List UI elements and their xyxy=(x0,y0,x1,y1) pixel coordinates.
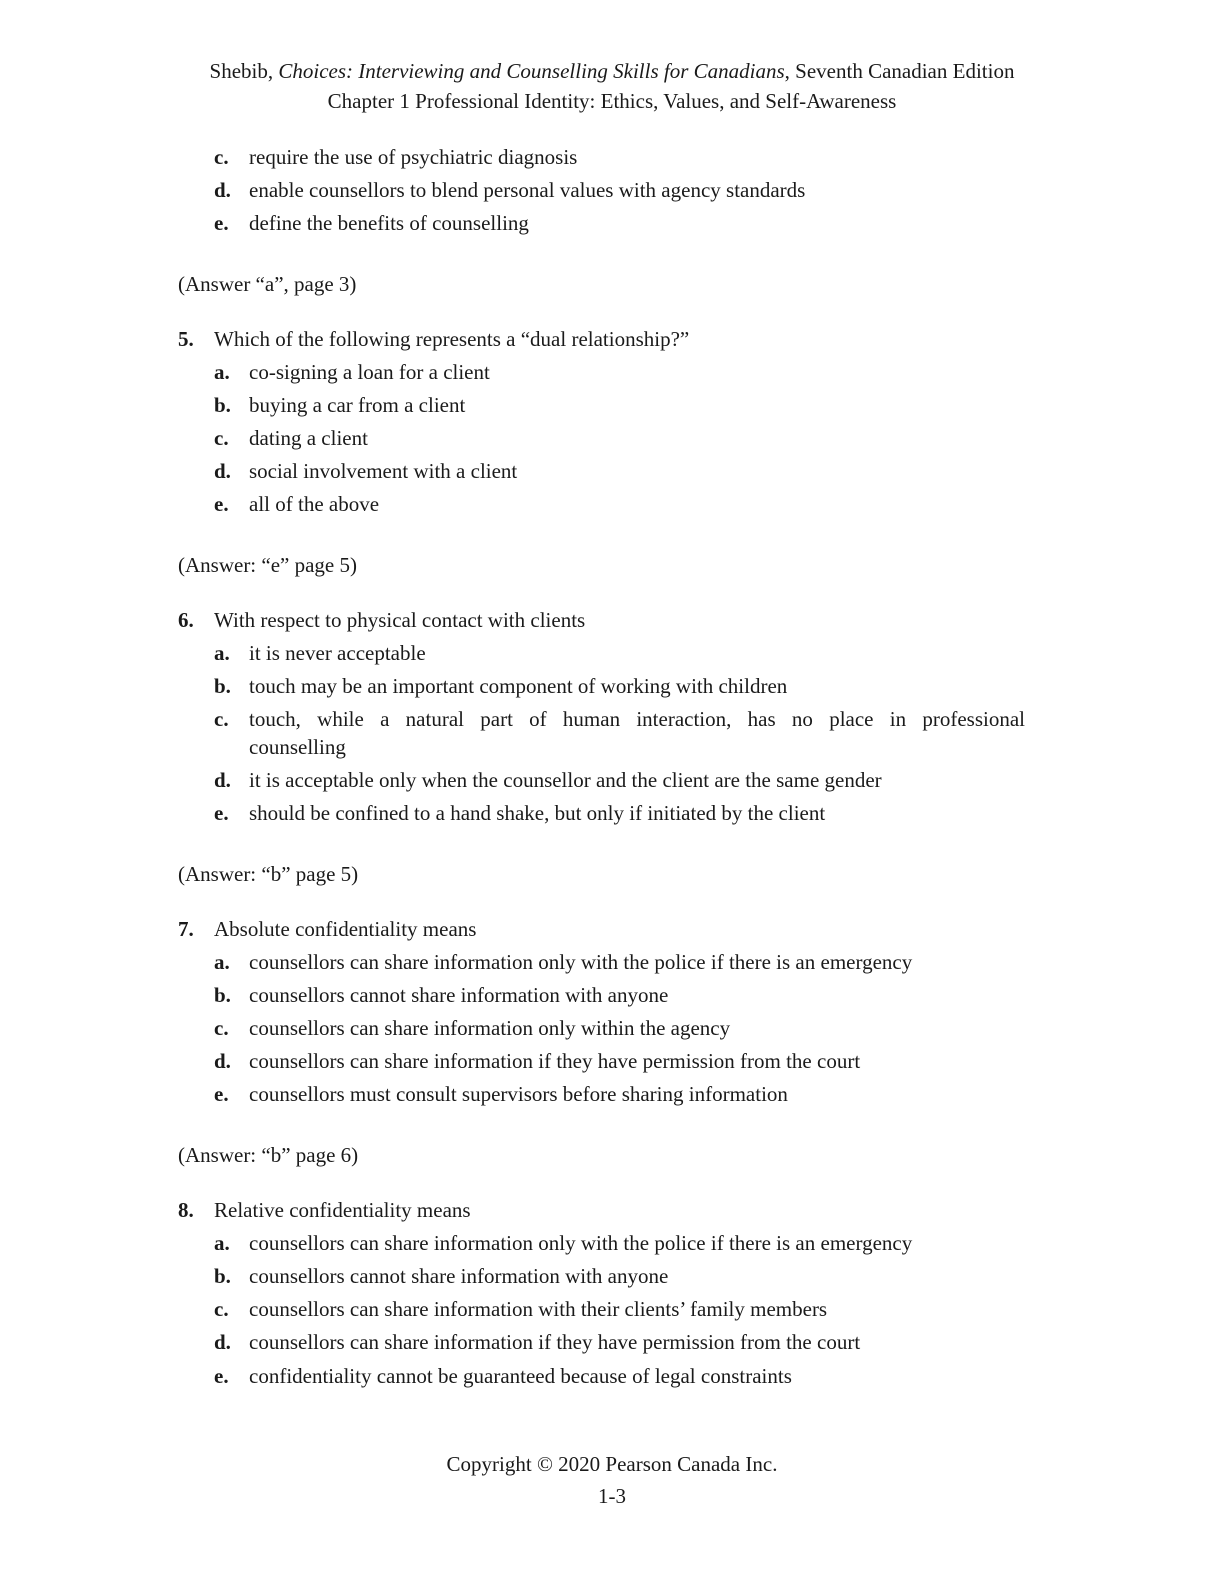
option-letter: b. xyxy=(214,983,231,1007)
page-number: 1-3 xyxy=(598,1484,626,1508)
option-letter: e. xyxy=(214,801,229,825)
option-letter: a. xyxy=(214,360,230,384)
option-letter: d. xyxy=(214,178,231,202)
option-letter: e. xyxy=(214,211,229,235)
option-letter: d. xyxy=(214,1049,231,1073)
option-letter: c. xyxy=(214,707,229,731)
question-text: Relative confidentiality means xyxy=(214,1198,471,1222)
option-text: it is never acceptable xyxy=(249,641,426,665)
running-header-title xyxy=(0,59,1224,84)
option-text: counsellors cannot share information with anyone xyxy=(249,983,669,1007)
option-text: define the benefits of counselling xyxy=(249,211,529,235)
answer-line: (Answer: “e” page 5) xyxy=(178,553,357,577)
option-letter: c. xyxy=(214,145,229,169)
option-text: touch may be an important component of working with children xyxy=(249,674,788,698)
question-number: 5. xyxy=(178,327,194,351)
header-author: Shebib, xyxy=(209,59,279,83)
option-text: it is acceptable only when the counsellor and the client are the same gender xyxy=(249,768,882,792)
option-letter: a. xyxy=(214,950,230,974)
option-letter: e. xyxy=(214,492,229,516)
question-number: 7. xyxy=(178,917,194,941)
option-letter: c. xyxy=(214,1297,229,1321)
header-chapter: Chapter 1 Professional Identity: Ethics, Values, and Self-Awareness xyxy=(327,89,897,113)
answer-line: (Answer: “b” page 6) xyxy=(178,1143,359,1167)
option-letter: a. xyxy=(214,641,230,665)
option-text: counsellors can share information only with the police if there is an emergency xyxy=(249,1231,913,1255)
option-text: require the use of psychiatric diagnosis xyxy=(249,145,578,169)
option-letter: c. xyxy=(214,426,229,450)
footer-copyright: Copyright © 2020 Pearson Canada Inc. xyxy=(446,1452,778,1476)
option-text: should be confined to a hand shake, but only if initiated by the client xyxy=(249,801,826,825)
option-text: social involvement with a client xyxy=(249,459,518,483)
option-text: co-signing a loan for a client xyxy=(249,360,490,384)
option-letter: b. xyxy=(214,1264,231,1288)
option-letter: d. xyxy=(214,1330,231,1354)
option-text: counsellors can share information only with the police if there is an emergency xyxy=(249,950,913,974)
header-book-title: Choices: Interviewing and Counselling Skills for Canadians xyxy=(278,59,785,83)
option-text: counsellors can share information only within the agency xyxy=(249,1016,731,1040)
option-text: enable counsellors to blend personal values with agency standards xyxy=(249,178,806,202)
question-number: 8. xyxy=(178,1198,194,1222)
option-letter: c. xyxy=(214,1016,229,1040)
option-text: counsellors cannot share information with anyone xyxy=(249,1264,669,1288)
question-text: Which of the following represents a “dual relationship?” xyxy=(214,327,690,351)
option-text: all of the above xyxy=(249,492,380,516)
option-text: buying a car from a client xyxy=(249,393,466,417)
option-text: counsellors can share information if they have permission from the court xyxy=(249,1330,861,1354)
question-text: With respect to physical contact with clients xyxy=(214,608,586,632)
option-text: touch, while a natural part of human interaction, has no place in professional xyxy=(249,707,1025,731)
option-letter: b. xyxy=(214,393,231,417)
answer-line: (Answer: “b” page 5) xyxy=(178,862,359,886)
option-letter: e. xyxy=(214,1082,229,1106)
option-letter: e. xyxy=(214,1364,229,1388)
option-text-continuation: counselling xyxy=(249,735,346,759)
option-letter: b. xyxy=(214,674,231,698)
option-letter: d. xyxy=(214,768,231,792)
option-letter: d. xyxy=(214,459,231,483)
option-text: counsellors must consult supervisors before sharing information xyxy=(249,1082,788,1106)
answer-line: (Answer “a”, page 3) xyxy=(178,272,357,296)
option-text: dating a client xyxy=(249,426,368,450)
header-edition: , Seventh Canadian Edition xyxy=(784,59,1015,83)
option-letter: a. xyxy=(214,1231,230,1255)
option-text: confidentiality cannot be guaranteed because of legal constraints xyxy=(249,1364,792,1388)
option-text: counsellors can share information with their clients’ family members xyxy=(249,1297,828,1321)
question-text: Absolute confidentiality means xyxy=(214,917,477,941)
question-number: 6. xyxy=(178,608,194,632)
option-text: counsellors can share information if they have permission from the court xyxy=(249,1049,861,1073)
